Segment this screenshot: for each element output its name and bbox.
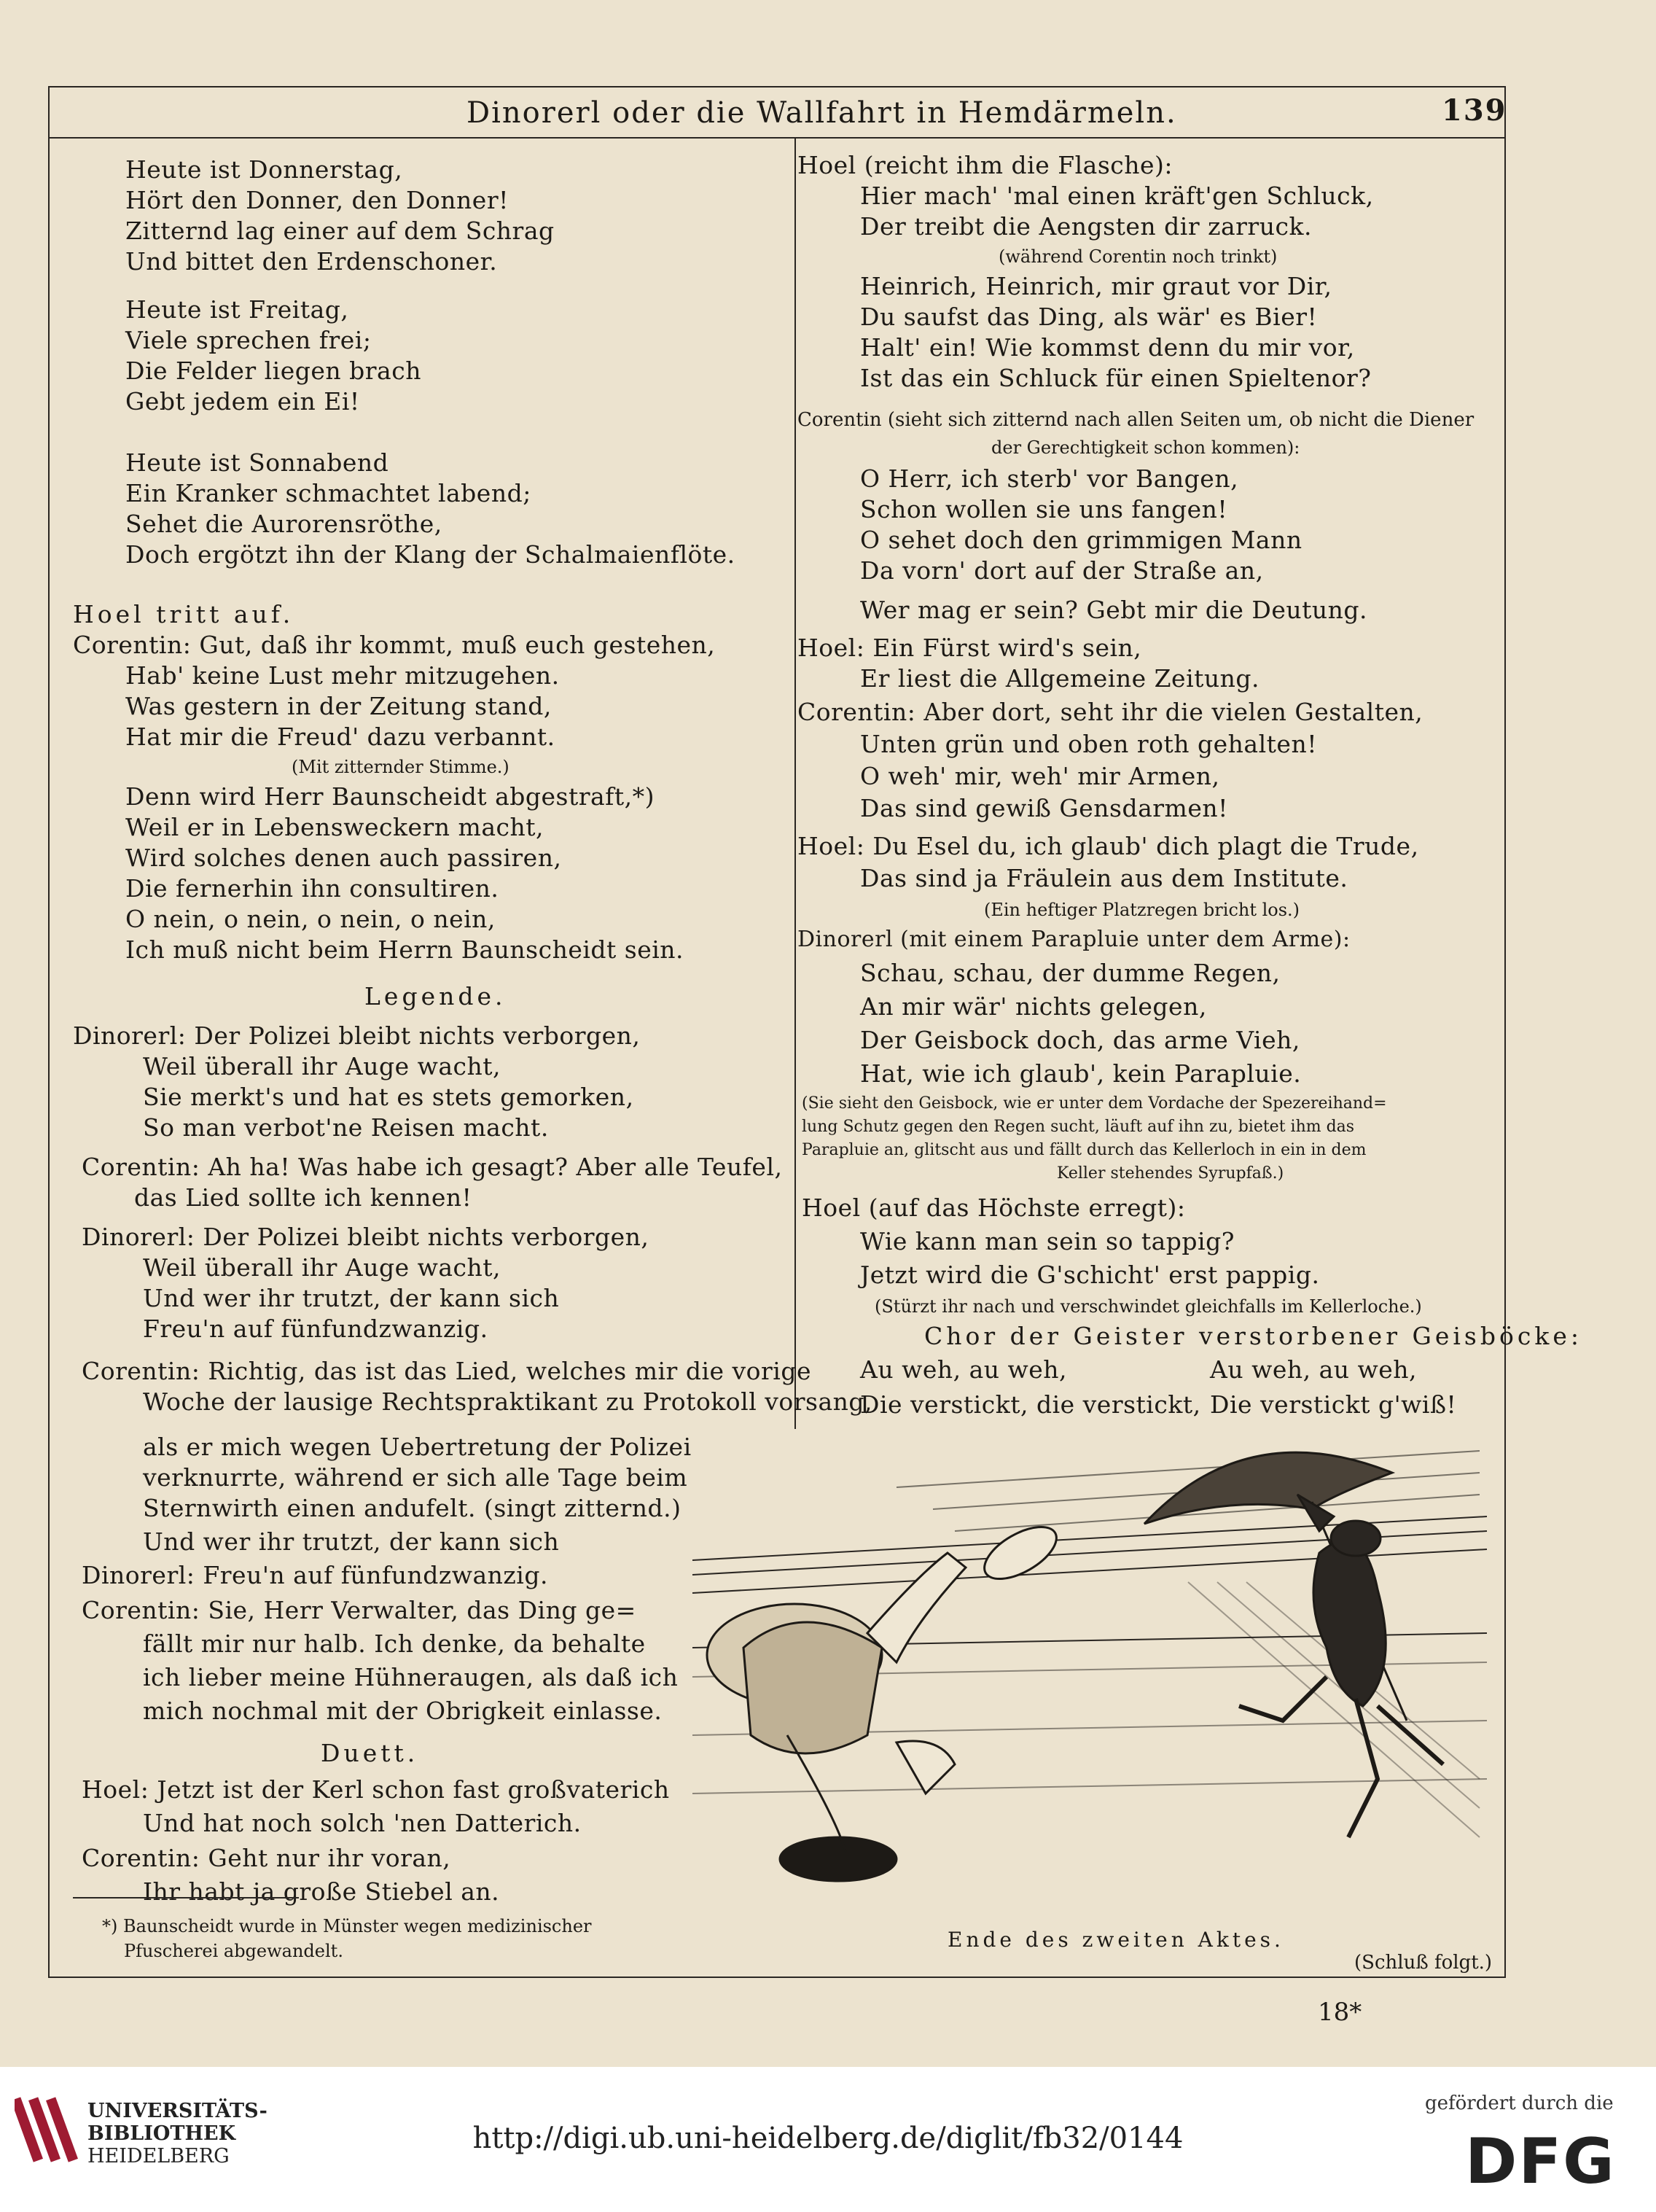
verse-line: Ist das ein Schluck für einen Spieltenor? (860, 364, 1372, 392)
verse-line: Heute ist Freitag, (125, 295, 349, 324)
verse-line: Sehet die Aurorensröthe, (125, 510, 442, 538)
verse-line: Hört den Donner, den Donner! (125, 186, 509, 214)
speaker-line: Hoel: Du Esel du, ich glaub' dich plagt die Trude, (797, 832, 1419, 860)
footnote-line: Pfuscherei abgewandelt. (124, 1941, 343, 1961)
speaker-line: Corentin: Sie, Herr Verwalter, das Ding ge= (82, 1596, 636, 1624)
speaker-line: Corentin: Ah ha! Was habe ich gesagt? Aber alle Teufel, (82, 1153, 783, 1181)
verse-line: Zitternd lag einer auf dem Schrag (125, 217, 555, 245)
speaker-line: Hoel (reicht ihm die Flasche): (797, 151, 1173, 179)
column-divider (794, 139, 796, 1429)
verse-line: Heinrich, Heinrich, mir graut vor Dir, (860, 272, 1332, 300)
verse-line: O Herr, ich sterb' vor Bangen, (860, 464, 1239, 493)
stage-direction: der Gerechtigkeit schon kommen): (991, 437, 1300, 458)
verse-line: Doch ergötzt ihn der Klang der Schalmaienflöte. (125, 540, 735, 569)
stage-direction: Parapluie an, glitscht aus und fällt durch das Kellerloch in ein in dem (802, 1141, 1367, 1159)
page-number: 139 (1442, 93, 1507, 128)
verse-line: Denn wird Herr Baunscheidt abgestraft,*) (125, 782, 655, 811)
stage-direction: (Ein heftiger Platzregen bricht los.) (984, 900, 1300, 920)
verse-line: O nein, o nein, o nein, o nein, (125, 905, 496, 933)
stage-direction: (Stürzt ihr nach und verschwindet gleichfalls im Kellerloche.) (875, 1296, 1422, 1317)
prose-line: das Lied sollte ich kennen! (134, 1183, 472, 1212)
verse-line: Ihr habt ja große Stiebel an. (143, 1877, 500, 1906)
verse-line: Halt' ein! Wie kommst denn du mir vor, (860, 333, 1355, 362)
verse-line: Und wer ihr trutzt, der kann sich (143, 1527, 560, 1556)
printer-signature: 18* (1318, 1998, 1362, 2027)
speaker-line: Corentin: Richtig, das ist das Lied, welches mir die vorige (82, 1357, 812, 1385)
continued-note: (Schluß folgt.) (1354, 1952, 1493, 1974)
verse-line: Hat, wie ich glaub', kein Parapluie. (860, 1059, 1302, 1088)
verse-line: Weil er in Lebensweckern macht, (125, 813, 544, 841)
verse-line: Das sind ja Fräulein aus dem Institute. (860, 864, 1348, 892)
verse-line: Wie kann man sein so tappig? (860, 1227, 1235, 1255)
library-name-line: UNIVERSITÄTS- (87, 2100, 267, 2122)
verse-line: Er liest die Allgemeine Zeitung. (860, 664, 1260, 693)
verse-line: Heute ist Donnerstag, (125, 155, 403, 184)
verse-line: Der treibt die Aengsten dir zarruck. (860, 212, 1312, 241)
verse-line: An mir wär' nichts gelegen, (860, 992, 1207, 1021)
library-name-line: BIBLIOTHEK (87, 2122, 236, 2145)
verse-line: Wird solches denen auch passiren, (125, 844, 562, 872)
verse-line: Viele sprechen frei; (125, 326, 372, 354)
prose-line: ich lieber meine Hühneraugen, als daß ich (143, 1663, 679, 1691)
verse-line: Sie merkt's und hat es stets gemorken, (143, 1083, 634, 1111)
speaker-line: Dinorerl: Der Polizei bleibt nichts verborgen, (82, 1223, 649, 1251)
speaker-line: Dinorerl: Freu'n auf fünfundzwanzig. (82, 1561, 548, 1589)
stage-direction: lung Schutz gegen den Regen sucht, läuft auf ihn zu, bietet ihm das (802, 1118, 1355, 1136)
verse-line: Die fernerhin ihn consultiren. (125, 874, 499, 903)
verse-line: Schau, schau, der dumme Regen, (860, 959, 1281, 987)
speaker-line: Hoel: Jetzt ist der Kerl schon fast großvaterich (82, 1775, 670, 1804)
dfg-logo: DFG (1465, 2125, 1616, 2198)
verse-line: Du saufst das Ding, als wär' es Bier! (860, 303, 1318, 331)
verse-line: Was gestern in der Zeitung stand, (125, 692, 552, 720)
illustration-caption: Ende des zweiten Aktes. (948, 1928, 1284, 1952)
verse-line: Da vorn' dort auf der Straße an, (860, 556, 1264, 585)
stage-direction: (Mit zitternder Stimme.) (292, 757, 509, 777)
verse-line: Unten grün und oben roth gehalten! (860, 730, 1317, 758)
speaker-line: Corentin: Aber dort, seht ihr die vielen Gestalten, (797, 698, 1423, 726)
verse-line: Und bittet den Erdenschoner. (125, 247, 498, 276)
verse-line: Ein Kranker schmachtet labend; (125, 479, 531, 507)
prose-line: als er mich wegen Uebertretung der Polizei (143, 1433, 692, 1461)
verse-line: Weil überall ihr Auge wacht, (143, 1253, 501, 1282)
footnote-rule (73, 1897, 299, 1898)
verse-line: O weh' mir, weh' mir Armen, (860, 762, 1220, 790)
section-heading: Duett. (321, 1739, 419, 1767)
speaker-line: Dinorerl (mit einem Parapluie unter dem Arme): (797, 927, 1351, 952)
verse-line: Weil überall ihr Auge wacht, (143, 1052, 501, 1080)
running-title: Dinorerl oder die Wallfahrt in Hemdärmeln. (466, 96, 1177, 130)
woodcut-illustration (678, 1429, 1501, 1910)
verse-line: So man verbot'ne Reisen macht. (143, 1113, 549, 1142)
speaker-line: Hoel (auf das Höchste erregt): (802, 1193, 1186, 1222)
verse-line: Hab' keine Lust mehr mitzugehen. (125, 661, 560, 690)
verse-line: Freu'n auf fünfundzwanzig. (143, 1315, 488, 1343)
prose-line: fällt mir nur halb. Ich denke, da behalte (143, 1629, 646, 1658)
verse-line: Der Geisbock doch, das arme Vieh, (860, 1026, 1300, 1054)
speaker-line: Hoel: Ein Fürst wird's sein, (797, 634, 1142, 662)
stage-direction: Hoel tritt auf. (73, 600, 294, 628)
prose-line: Sternwirth einen andufelt. (singt zitternd.) (143, 1494, 681, 1522)
verse-line: Jetzt wird die G'schicht' erst pappig. (860, 1261, 1320, 1289)
header-rule (48, 137, 1506, 139)
verse-line: Ich muß nicht beim Herrn Baunscheidt sein. (125, 935, 684, 964)
footnote-line: *) Baunscheidt wurde in Münster wegen medizinischer (102, 1916, 592, 1936)
verse-line: Und hat noch solch 'nen Datterich. (143, 1809, 582, 1837)
verse-line: Und wer ihr trutzt, der kann sich (143, 1284, 560, 1312)
speaker-line: Dinorerl: Der Polizei bleibt nichts verborgen, (73, 1021, 641, 1050)
verse-line: Schon wollen sie uns fangen! (860, 495, 1228, 523)
stage-direction: (während Corentin noch trinkt) (999, 246, 1278, 267)
verse-line: Hat mir die Freud' dazu verbannt. (125, 723, 555, 751)
verse-line: Die Felder liegen brach (125, 357, 421, 385)
funding-label: gefördert durch die (1425, 2092, 1614, 2114)
chorus-line: Au weh, au weh, (860, 1355, 1068, 1384)
speaker-line: Corentin (sieht sich zitternd nach allen Seiten um, ob nicht die Diener (797, 409, 1475, 431)
library-name-line: HEIDELBERG (87, 2145, 230, 2168)
verse-line: Gebt jedem ein Ei! (125, 387, 360, 416)
source-url-link[interactable]: http://digi.ub.uni-heidelberg.de/diglit/fb32/0144 (472, 2122, 1184, 2155)
chorus-line: Die verstickt g'wiß! (1210, 1390, 1457, 1419)
section-heading: Legende. (364, 982, 507, 1010)
stage-direction: (Sie sieht den Geisbock, wie er unter dem Vordache der Spezereihand= (802, 1094, 1387, 1113)
chorus-line: Die verstickt, die verstickt, (860, 1390, 1201, 1419)
verse-line: Wer mag er sein? Gebt mir die Deutung. (860, 596, 1368, 624)
verse-line: O sehet doch den grimmigen Mann (860, 526, 1302, 554)
prose-line: mich nochmal mit der Obrigkeit einlasse. (143, 1697, 663, 1725)
verse-line: Hier mach' 'mal einen kräft'gen Schluck, (860, 182, 1374, 210)
speaker-line: Corentin: Gut, daß ihr kommt, muß euch gestehen, (73, 631, 716, 659)
chorus-heading: Chor der Geister verstorbener Geisböcke: (924, 1322, 1582, 1350)
verse-line: Das sind gewiß Gensdarmen! (860, 794, 1228, 822)
prose-line: verknurrte, während er sich alle Tage beim (143, 1463, 688, 1492)
chorus-line: Au weh, au weh, (1210, 1355, 1418, 1384)
prose-line: Woche der lausige Rechtspraktikant zu Protokoll vorsang, (143, 1387, 873, 1416)
stage-direction: Keller stehendes Syrupfaß.) (1057, 1164, 1284, 1183)
verse-line: Heute ist Sonnabend (125, 448, 389, 477)
speaker-line: Corentin: Geht nur ihr voran, (82, 1844, 451, 1872)
